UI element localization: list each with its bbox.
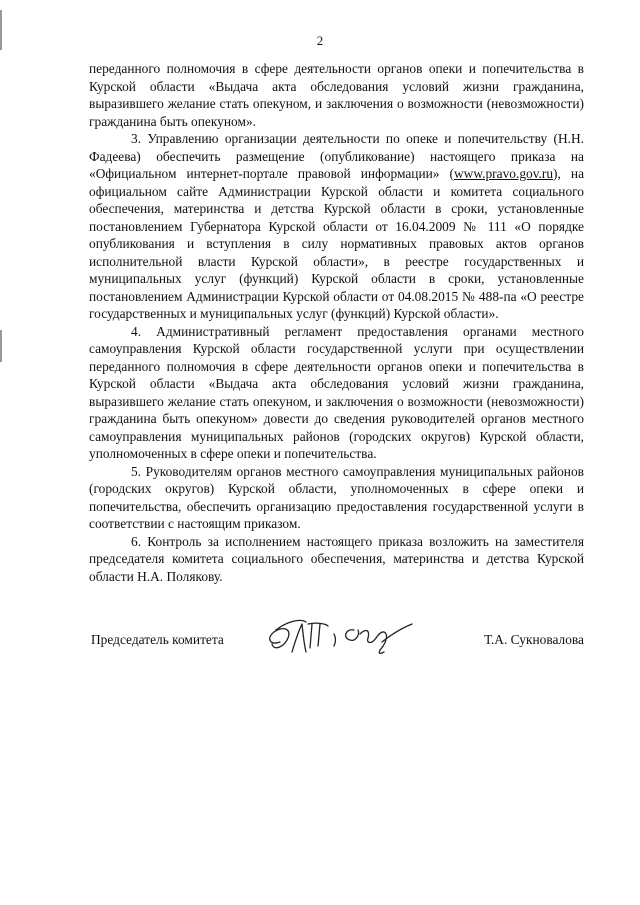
paragraph-text: переданного полномочия в сфере деятельности органов опеки и попечительства в Курской области «Выдача акта обследования условий жизни гражданина, выразившего желание стать опекуном, и заключения о возможности (невозможности) гражданина быть опекуном». bbox=[89, 61, 584, 129]
document-body bbox=[89, 60, 584, 585]
paragraph-6 bbox=[89, 533, 584, 586]
paragraph-5 bbox=[89, 463, 584, 533]
paragraph-continuation bbox=[89, 60, 584, 130]
scan-margin-mark bbox=[0, 330, 2, 362]
paragraph-4 bbox=[89, 323, 584, 463]
pravo-gov-link[interactable]: www.pravo.gov.ru bbox=[454, 166, 554, 181]
paragraph-3 bbox=[89, 130, 584, 323]
paragraph-text: 5. Руководителям органов местного самоуправления муниципальных районов (городских округов) Курской области, уполномоченных в сфере опеки и попечительства, обеспечить организацию предоставления государственной услуги в соответствии с настоящим приказом. bbox=[89, 463, 584, 531]
paragraph-text: 3. Управлению организации деятельности по опеке и попечительству (Н.Н. Фадеева) обеспечить размещение (опубликование) настоящего приказа на «Официальном интернет-портале правовой информации» ( bbox=[89, 131, 584, 181]
handwritten-signature-icon bbox=[262, 612, 422, 664]
signature-block bbox=[0, 610, 640, 680]
paragraph-text: ), на официальном сайте Администрации Курской области и комитета социального обеспечения, материнства и детства Курской области в сроки, установленные постановлением Губернатора Курской области от 16.04.2009 № 111 «О порядке опубликования и вступления в силу нормативных правовых актов органов исполнительной власти Курской области», в реестре государственных и муниципальных услуг (функций) Курской области в сроки, установленные постановлением Администрации Курской области от 04.08.2015 № 488-па «О реестре государственных и муниципальных услуг (функций) Курской области». bbox=[89, 166, 585, 321]
signatory-title: Председатель комитета bbox=[91, 632, 224, 647]
paragraph-text: 6. Контроль за исполнением настоящего приказа возложить на заместителя председателя комитета социального обеспечения, материнства и детства Курской области Н.А. Полякову. bbox=[89, 533, 584, 584]
page-number: 2 bbox=[316, 33, 324, 48]
signatory-name: Т.А. Сукновалова bbox=[484, 632, 584, 647]
paragraph-text: 4. Административный регламент предоставления органами местного самоуправления Курской области государственной услуги при осуществлении переданного полномочия в сфере деятельности органов опеки и попечительства в Курской области «Выдача акта обследования условий жизни гражданина, выразившего желание стать опекуном, и заключения о возможности (невозможности) гражданина быть опекуном» довести до сведения руководителей органов местного самоуправления муниципальных районов (городских округов) Курской области, уполномоченных в сфере опеки и попечительства. bbox=[89, 323, 584, 461]
